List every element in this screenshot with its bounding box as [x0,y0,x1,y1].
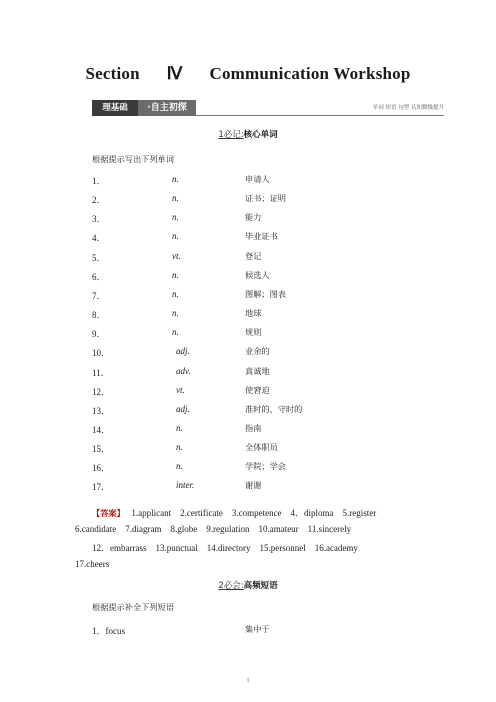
vocab-item-number: 17． [92,482,111,493]
vocab-item-meaning: 指南 [245,422,262,433]
banner-subtitle: 单词 短语 句型 认知微级提升 [372,105,444,111]
vocab-item-pos: n. [176,422,183,433]
vocab-item-meaning: 谢谢 [245,480,262,491]
vocab-item-number: 7． [92,290,106,301]
vocab-item-number: 8． [92,310,106,321]
section1-number: 1必记: [218,130,244,140]
vocab-item-number: 9． [92,329,106,340]
vocab-item-pos: n. [172,231,179,242]
section-banner [92,100,444,116]
vocab-item-number: 2． [92,195,106,206]
vocab-item-pos: n. [176,442,183,453]
vocab-item-meaning: 地球 [245,308,262,319]
vocab-item-meaning: 证书；证明 [245,193,286,204]
section2-number: 2必会: [218,581,244,591]
section2-heading [0,579,496,591]
vocab-item-pos: n. [172,327,179,338]
banner-dot: · [147,103,151,113]
section1-label: 核心单词 [243,130,278,140]
vocab-item-number: 11． [92,367,110,378]
vocab-item-meaning: 准时的，守时的 [245,403,303,414]
vocab-item-meaning: 图解；图表 [245,288,286,299]
vocab-item-pos: adj. [176,346,190,357]
vocab-item-number: 6． [92,271,106,282]
vocab-item-pos: n. [172,308,179,319]
vocab-item-number: 4． [92,233,106,244]
vocab-item-pos: vt. [176,384,185,395]
page-number: 1 [246,678,250,684]
vocab-item-number: 10． [92,348,111,359]
page-title [0,64,496,84]
title-name: Communication Workshop [209,64,411,83]
section1-instruction: 根据提示写出下列单词 [92,154,174,164]
vocab-item-meaning: 能力 [245,212,262,223]
banner-rule [196,115,444,116]
phrase-item-meaning: 集中于 [245,624,270,634]
vocab-item-pos: n. [172,174,179,184]
title-numeral: Ⅳ [166,64,183,83]
vocab-item-number: 3． [92,214,106,225]
banner-tag-secondary [138,100,196,116]
answer-text-1: 1.applicant 2.certificate 3.competence 4．diploma 5.register [131,508,377,518]
answer-line-2: 6.candidate 7.diagram 8.globe 9.regulation 10.amateur 11.sincerely [75,524,352,534]
vocab-item-number: 16． [92,463,111,474]
vocab-item-pos: adj. [176,403,190,414]
vocab-item-pos: n. [172,212,179,223]
section1-heading [0,128,496,140]
vocab-item-pos: vt. [172,250,181,261]
vocab-item-pos: adv. [176,365,191,376]
vocab-item-meaning: 登记 [245,250,262,261]
vocab-item-pos: n. [172,288,179,299]
vocab-item-pos: n. [172,269,179,280]
vocab-item-pos: n. [172,193,179,204]
vocab-item-number: 5． [92,252,106,263]
vocab-item-number: 12． [92,386,111,397]
vocab-item-meaning: 使窘迫 [245,384,270,395]
answer-label: 【答案】 [92,508,125,518]
vocab-item-meaning: 学院；学会 [245,461,286,472]
section2-label: 高频短语 [243,581,278,591]
answer-line-1 [92,506,376,519]
section2-instruction: 根据提示补全下列短语 [92,602,174,612]
vocab-item-meaning: 申请人 [245,174,270,184]
vocab-item-number: 1． [92,176,106,186]
vocab-item-meaning: 毕业证书 [245,231,278,242]
title-section: Section [85,64,140,83]
answer-line-3: 12．embarrass 13.punctual 14.directory 15.personnel 16.academy [92,543,358,553]
answer-line-4: 17.cheers [75,559,110,569]
vocab-item-meaning: 业余的 [245,346,270,357]
vocab-item-pos: inter. [176,480,195,491]
vocab-item-meaning: 规则 [245,327,262,338]
vocab-item-meaning: 真诚地 [245,365,270,376]
vocab-item-number: 14． [92,424,111,435]
banner-tag-label: 自主初探 [150,103,187,113]
vocab-item-number: 13． [92,405,111,416]
vocab-item-meaning: 全体职员 [245,442,278,453]
phrase-item-number: 1．focus [92,626,125,636]
vocab-item-number: 15． [92,444,111,455]
banner-tag-primary: 理基础 [92,100,138,116]
vocab-item-meaning: 候选人 [245,269,270,280]
vocab-item-pos: n. [176,461,183,472]
